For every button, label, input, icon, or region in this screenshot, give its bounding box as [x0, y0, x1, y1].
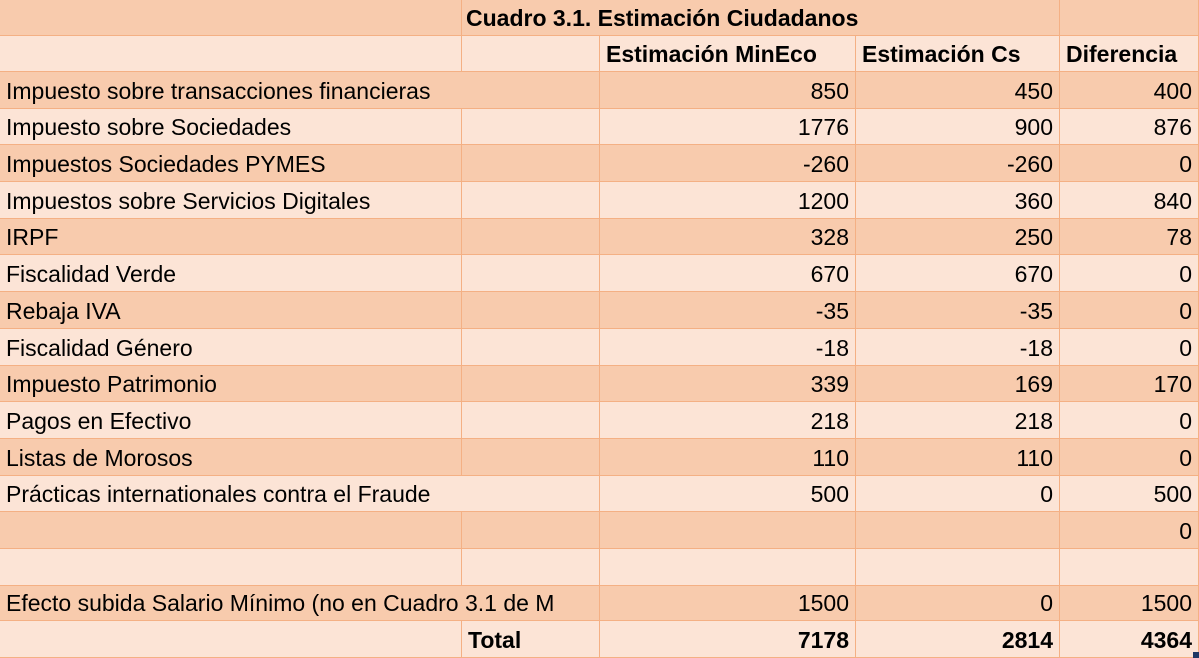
blank-cell[interactable]	[462, 36, 600, 72]
blank-cell[interactable]	[462, 182, 600, 219]
row-label[interactable]: Efecto subida Salario Mínimo (no en Cuadro 3.1 de M	[0, 586, 600, 621]
blank-cell[interactable]	[462, 145, 600, 182]
blank-cell[interactable]	[462, 329, 600, 366]
cell-cs[interactable]: 218	[856, 402, 1060, 439]
cell-diferencia[interactable]: 0	[1060, 512, 1199, 549]
cell-cs[interactable]: 169	[856, 366, 1060, 403]
cell-diferencia[interactable]	[1060, 549, 1199, 586]
total-diferencia[interactable]: 4364	[1060, 621, 1199, 658]
cell-diferencia[interactable]: 0	[1060, 329, 1199, 366]
blank-cell[interactable]	[462, 219, 600, 256]
row-label[interactable]: Fiscalidad Verde	[0, 255, 462, 292]
row-label[interactable]: Impuesto sobre transacciones financieras	[0, 72, 600, 109]
table-title[interactable]: Cuadro 3.1. Estimación Ciudadanos	[462, 0, 1060, 36]
blank-cell[interactable]	[1060, 0, 1199, 36]
cell-diferencia[interactable]: 0	[1060, 145, 1199, 182]
cell-cs[interactable]: 0	[856, 476, 1060, 513]
cell-diferencia[interactable]: 0	[1060, 292, 1199, 329]
row-label[interactable]: Pagos en Efectivo	[0, 402, 462, 439]
row-label[interactable]: Fiscalidad Género	[0, 329, 462, 366]
cell-cs[interactable]: 110	[856, 439, 1060, 476]
row-label[interactable]: Impuestos sobre Servicios Digitales	[0, 182, 462, 219]
cell-diferencia[interactable]: 0	[1060, 255, 1199, 292]
cell-mineco[interactable]: 339	[600, 366, 856, 403]
blank-cell[interactable]	[462, 439, 600, 476]
cell-diferencia[interactable]: 876	[1060, 109, 1199, 146]
row-label[interactable]: Listas de Morosos	[0, 439, 462, 476]
cell-mineco[interactable]: -18	[600, 329, 856, 366]
row-label[interactable]: Prácticas internationales contra el Fraude	[0, 476, 600, 513]
fill-handle[interactable]	[1193, 652, 1199, 658]
blank-cell[interactable]	[462, 549, 600, 586]
cell-mineco[interactable]: -260	[600, 145, 856, 182]
blank-cell[interactable]	[0, 0, 462, 36]
cell-mineco[interactable]: 670	[600, 255, 856, 292]
row-label[interactable]: Rebaja IVA	[0, 292, 462, 329]
total-label[interactable]: Total	[462, 621, 600, 658]
cell-mineco[interactable]: 500	[600, 476, 856, 513]
row-label[interactable]	[0, 549, 462, 586]
blank-cell[interactable]	[462, 512, 600, 549]
cell-mineco[interactable]	[600, 512, 856, 549]
blank-cell[interactable]	[462, 402, 600, 439]
cell-mineco[interactable]: -35	[600, 292, 856, 329]
header-mineco[interactable]: Estimación MinEco	[600, 36, 856, 72]
cell-mineco[interactable]: 1776	[600, 109, 856, 146]
cell-mineco[interactable]: 850	[600, 72, 856, 109]
cell-cs[interactable]: 900	[856, 109, 1060, 146]
cell-cs[interactable]: -35	[856, 292, 1060, 329]
cell-diferencia[interactable]: 840	[1060, 182, 1199, 219]
cell-cs[interactable]: -260	[856, 145, 1060, 182]
cell-cs[interactable]: 250	[856, 219, 1060, 256]
cell-diferencia[interactable]: 400	[1060, 72, 1199, 109]
cell-mineco[interactable]	[600, 549, 856, 586]
cell-diferencia[interactable]: 1500	[1060, 586, 1199, 621]
cell-mineco[interactable]: 1500	[600, 586, 856, 621]
cell-cs[interactable]	[856, 549, 1060, 586]
row-label[interactable]: Impuesto Patrimonio	[0, 366, 462, 403]
blank-cell[interactable]	[462, 109, 600, 146]
cell-mineco[interactable]: 110	[600, 439, 856, 476]
cell-diferencia[interactable]: 0	[1060, 439, 1199, 476]
blank-cell[interactable]	[462, 366, 600, 403]
cell-cs[interactable]: 670	[856, 255, 1060, 292]
cell-diferencia[interactable]: 170	[1060, 366, 1199, 403]
row-label[interactable]: Impuestos Sociedades PYMES	[0, 145, 462, 182]
cell-mineco[interactable]: 218	[600, 402, 856, 439]
row-label[interactable]: Impuesto sobre Sociedades	[0, 109, 462, 146]
row-label[interactable]: IRPF	[0, 219, 462, 256]
blank-cell[interactable]	[0, 621, 462, 658]
total-cs[interactable]: 2814	[856, 621, 1060, 658]
header-diferencia[interactable]: Diferencia	[1060, 36, 1199, 72]
header-cs[interactable]: Estimación Cs	[856, 36, 1060, 72]
cell-diferencia[interactable]: 500	[1060, 476, 1199, 513]
cell-diferencia[interactable]: 78	[1060, 219, 1199, 256]
cell-mineco[interactable]: 328	[600, 219, 856, 256]
cell-diferencia[interactable]: 0	[1060, 402, 1199, 439]
blank-cell[interactable]	[0, 36, 462, 72]
row-label[interactable]	[0, 512, 462, 549]
cell-cs[interactable]: -18	[856, 329, 1060, 366]
cell-cs[interactable]: 360	[856, 182, 1060, 219]
blank-cell[interactable]	[462, 292, 600, 329]
cell-cs[interactable]: 0	[856, 586, 1060, 621]
cell-cs[interactable]: 450	[856, 72, 1060, 109]
cell-cs[interactable]	[856, 512, 1060, 549]
cell-mineco[interactable]: 1200	[600, 182, 856, 219]
blank-cell[interactable]	[462, 255, 600, 292]
total-mineco[interactable]: 7178	[600, 621, 856, 658]
